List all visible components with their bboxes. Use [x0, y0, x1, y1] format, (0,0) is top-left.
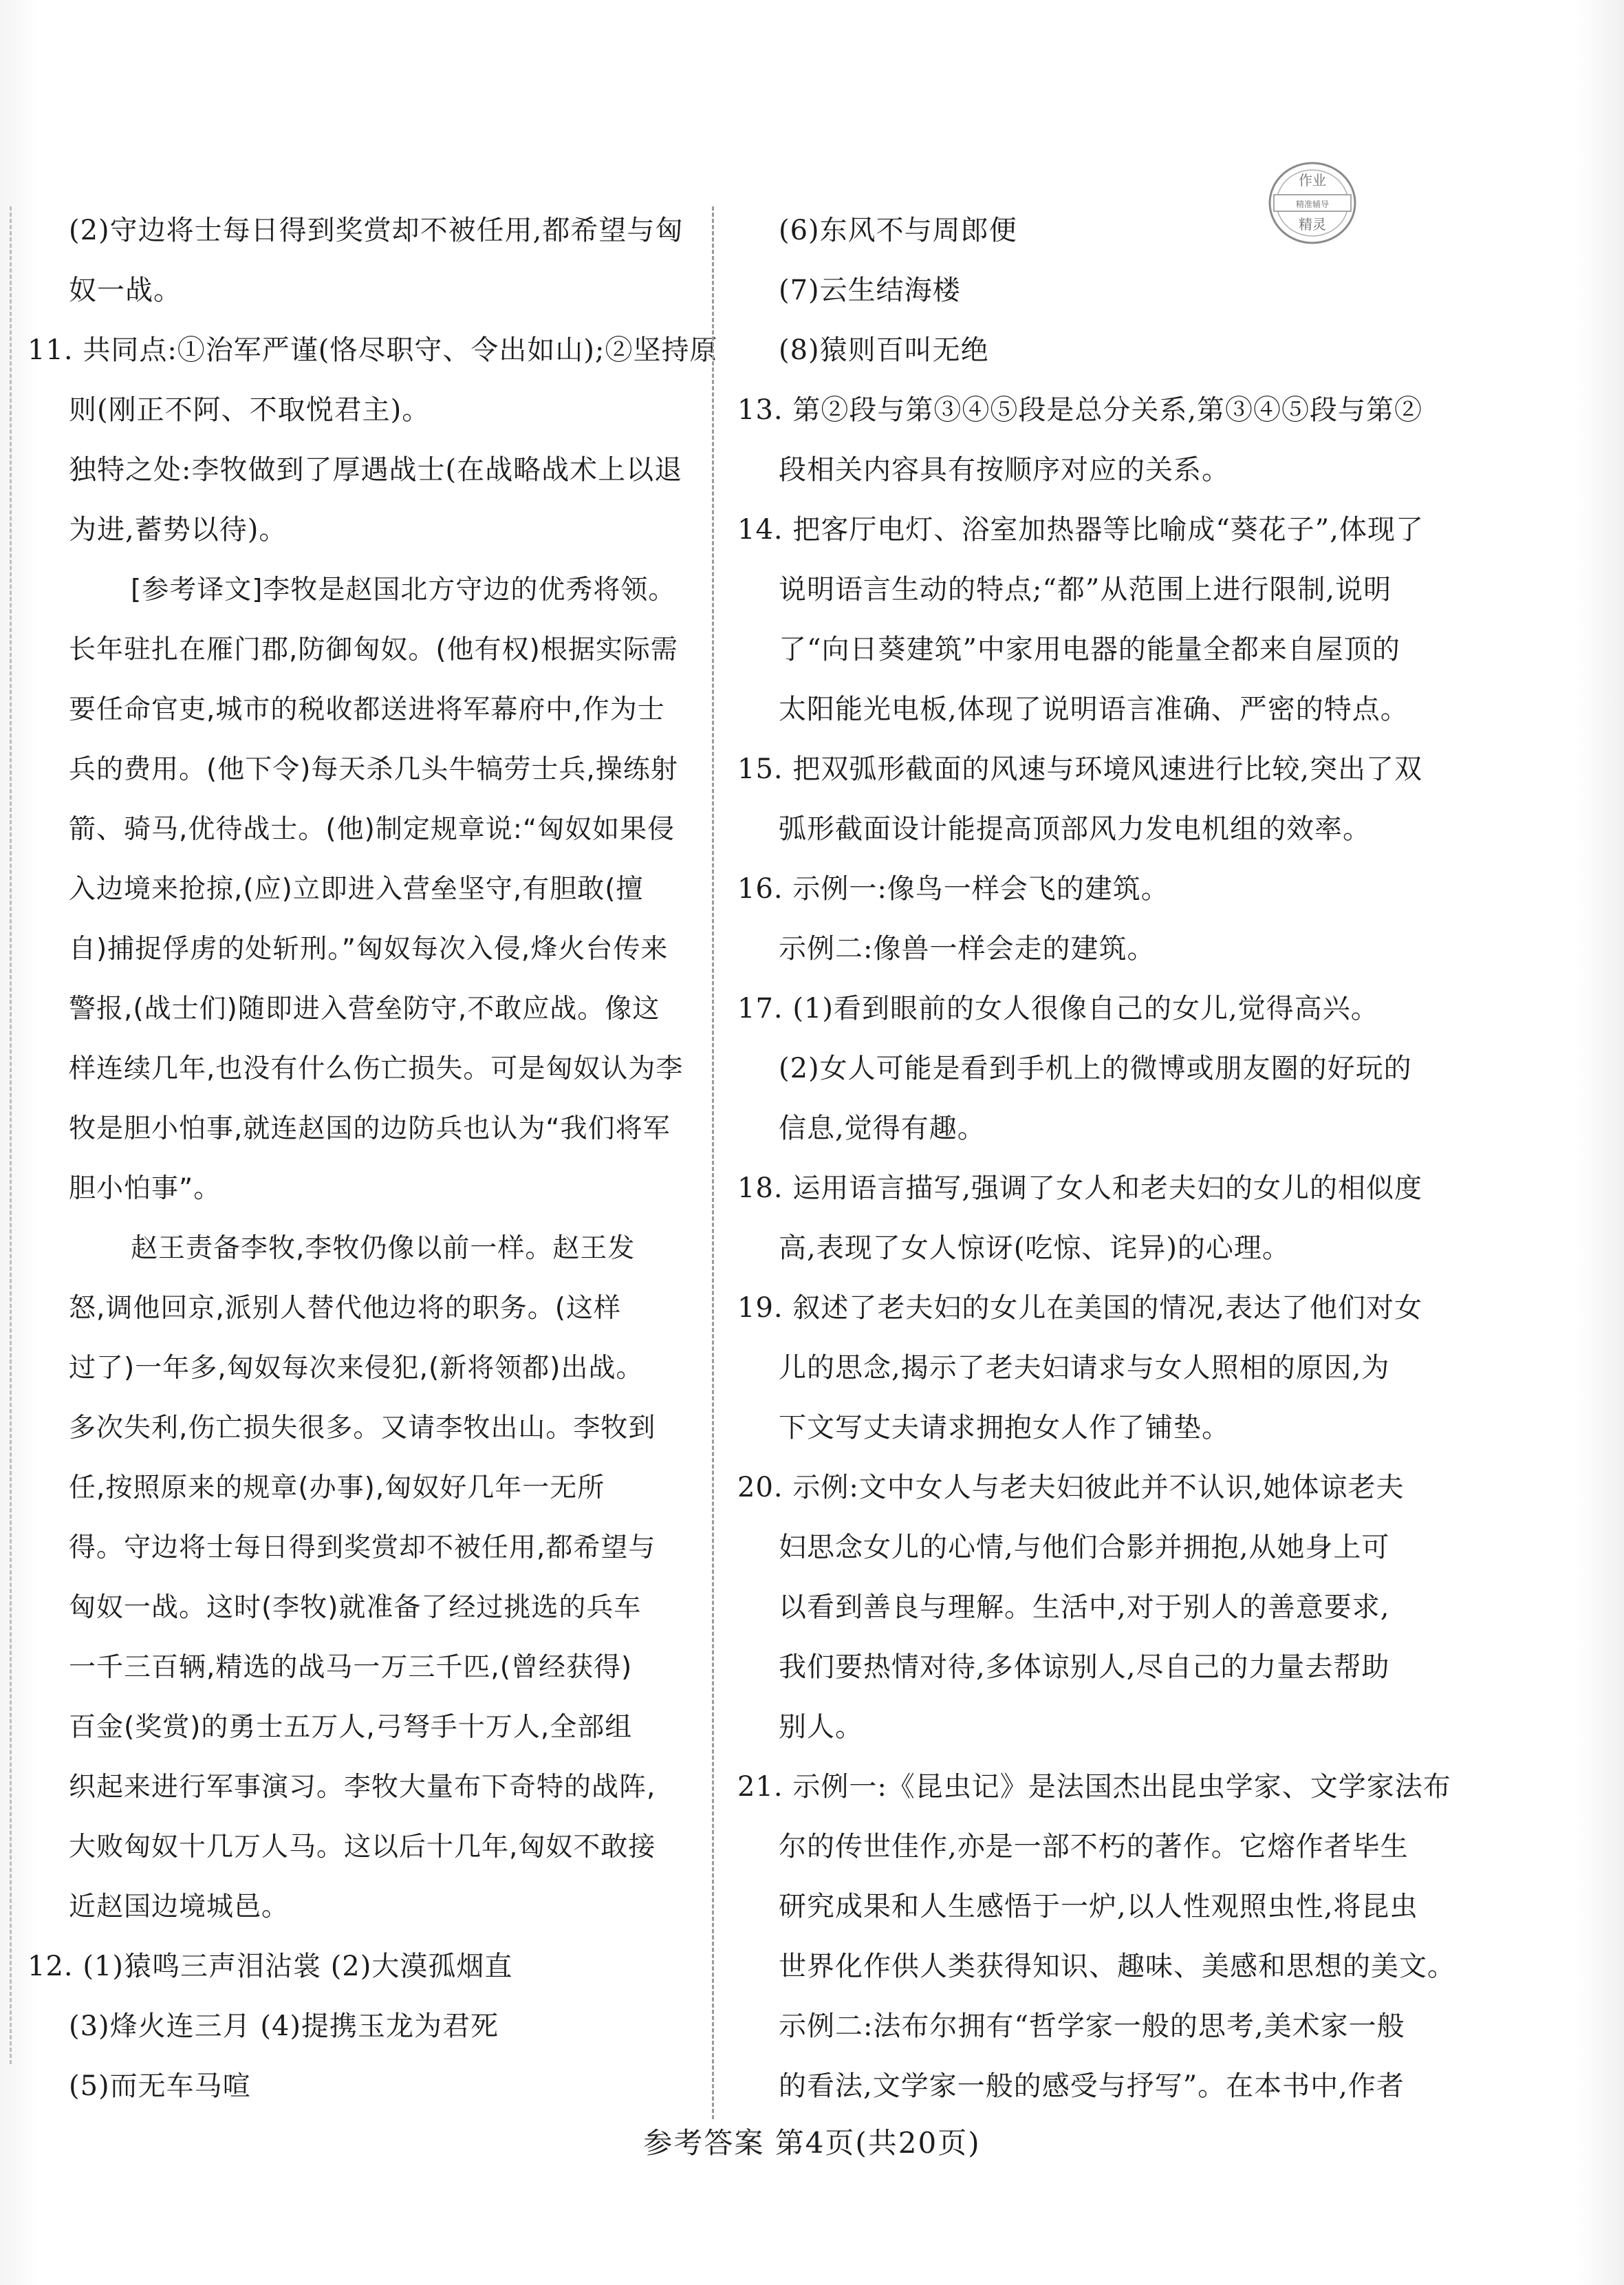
text-line: 为进,蓄势以待)。	[69, 514, 288, 546]
binding-edge-line	[10, 206, 12, 2064]
text-line: 过了)一年多,匈奴每次来侵犯,(新将领都)出战。	[69, 1353, 644, 1384]
text-line: 了“向日葵建筑”中家用电器的能量全都来自屋顶的	[779, 634, 1400, 665]
text-line: 尔的传世佳作,亦是一部不朽的著作。它熔作者毕生	[779, 1831, 1409, 1863]
text-line: 则(刚正不阿、不取悦君主)。	[69, 394, 431, 426]
text-line: 示例二:法布尔拥有“哲学家一般的思考,美术家一般	[779, 2010, 1405, 2042]
text-line: 大败匈奴十几万人马。这以后十几年,匈奴不敢接	[69, 1832, 656, 1863]
text-line: 一千三百辆,精选的战马一万三千匹,(曾经获得)	[69, 1652, 633, 1683]
text-line: 20. 示例:文中女人与老夫妇彼此并不认识,她体谅老夫	[737, 1472, 1405, 1503]
text-line: 16. 示例一:像鸟一样会飞的建筑。	[737, 873, 1169, 905]
text-line: 信息,觉得有趣。	[779, 1113, 986, 1144]
text-line: 研究成果和人生感悟于一炉,以人性观照虫性,将昆虫	[779, 1891, 1418, 1922]
text-line: 12. (1)猿鸣三声泪沾裳 (2)大漠孤烟直	[28, 1951, 513, 1982]
text-line: 箭、骑马,优待战士。(他)制定规章说:“匈奴如果侵	[69, 814, 675, 845]
text-line: (8)猿则百叫无绝	[779, 334, 989, 366]
text-line: 警报,(战士们)随即进入营垒防守,不敢应战。像这	[69, 994, 660, 1025]
text-line: 18. 运用语言描写,强调了女人和老夫妇的女儿的相似度	[737, 1172, 1423, 1204]
text-line: 15. 把双弧形截面的风速与环境风速进行比较,突出了双	[737, 753, 1423, 785]
text-line: 妇思念女儿的心情,与他们合影并拥抱,从她身上可	[779, 1532, 1390, 1563]
text-line: 兵的费用。(他下令)每天杀几头牛犒劳士兵,操练射	[69, 754, 678, 785]
text-line: 入边境来抢掠,(应)立即进入营垒坚守,有胆敢(擅	[69, 874, 644, 905]
text-line: (2)女人可能是看到手机上的微博或朋友圈的好玩的	[779, 1053, 1412, 1084]
text-line: 示例二:像兽一样会走的建筑。	[779, 933, 1156, 965]
text-line: 得。守边将士每日得到奖赏却不被任用,都希望与	[69, 1532, 656, 1563]
stamp-top-text: 作业	[1299, 172, 1326, 189]
text-line: 太阳能光电板,体现了说明语言准确、严密的特点。	[779, 694, 1409, 725]
text-line: 段相关内容具有按顺序对应的关系。	[779, 454, 1230, 486]
text-line: 长年驻扎在雁门郡,防御匈奴。(他有权)根据实际需	[69, 634, 678, 665]
text-line: 下文写丈夫请求拥抱女人作了铺垫。	[779, 1412, 1230, 1444]
text-line: [参考译文]李牧是赵国北方守边的优秀将领。	[131, 575, 676, 605]
right-column	[737, 201, 1455, 2116]
text-line: (7)云生结海楼	[779, 275, 961, 306]
text-line: 我们要热情对待,多体谅别人,尽自己的力量去帮助	[779, 1651, 1390, 1683]
text-line: 别人。	[779, 1711, 863, 1743]
text-line: 多次失利,伤亡损失很多。又请李牧出山。李牧到	[69, 1413, 656, 1444]
stamp-middle-text: 精准辅导	[1295, 200, 1330, 209]
text-line: 样连续几年,也没有什么伤亡损失。可是匈奴认为李	[69, 1053, 684, 1084]
text-line: 以看到善良与理解。生活中,对于别人的善意要求,	[779, 1591, 1390, 1623]
text-line: 百金(奖赏)的勇士五万人,弓弩手十万人,全部组	[69, 1712, 633, 1743]
text-line: 弧形截面设计能提高顶部风力发电机组的效率。	[779, 813, 1371, 845]
text-line: 要任命官吏,城市的税收都送进将军幕府中,作为士	[69, 694, 665, 725]
text-line: 牧是胆小怕事,就连赵国的边防兵也认为“我们将军	[69, 1113, 671, 1144]
text-line: 的看法,文学家一般的感受与抒写”。在本书中,作者	[779, 2070, 1405, 2102]
text-line: 19. 叙述了老夫妇的女儿在美国的情况,表达了他们对女	[737, 1292, 1423, 1324]
text-line: 织起来进行军事演习。李牧大量布下奇特的战阵,	[69, 1772, 656, 1803]
text-line: (3)烽火连三月 (4)提携玉龙为君死	[69, 2010, 499, 2042]
text-line: 赵王责备李牧,李牧仍像以前一样。赵王发	[131, 1233, 636, 1264]
text-line: 奴一战。	[69, 275, 182, 306]
text-line: 13. 第②段与第③④⑤段是总分关系,第③④⑤段与第②	[737, 394, 1423, 426]
text-line: 任,按照原来的规章(办事),匈奴好几年一无所	[69, 1472, 605, 1503]
text-line: 17. (1)看到眼前的女人很像自己的女儿,觉得高兴。	[737, 993, 1379, 1025]
stamp-bottom-text: 精灵	[1299, 216, 1326, 233]
page-footer: 参考答案 第4页(共20页)	[643, 2126, 981, 2160]
text-line: 21. 示例一:《昆虫记》是法国杰出昆虫学家、文学家法布	[737, 1771, 1451, 1803]
text-line: 独特之处:李牧做到了厚遇战士(在战略战术上以退	[69, 454, 683, 486]
text-line: (2)守边将士每日得到奖赏却不被任用,都希望与匈	[69, 215, 684, 246]
text-line: 高,表现了女人惊讶(吃惊、诧异)的心理。	[779, 1232, 1290, 1264]
text-line: 匈奴一战。这时(李牧)就准备了经过挑选的兵车	[69, 1592, 642, 1623]
text-line: 14. 把客厅电灯、浴室加热器等比喻成“葵花子”,体现了	[737, 514, 1424, 546]
column-divider	[712, 206, 714, 2119]
text-line: 胆小怕事”。	[69, 1173, 221, 1204]
text-line: 说明语言生动的特点;“都”从范围上进行限制,说明	[779, 574, 1392, 605]
text-line: 自)捕捉俘虏的处斩刑。”匈奴每次入侵,烽火台传来	[69, 934, 669, 965]
text-line: 世界化作供人类获得知识、趣味、美感和思想的美文。	[779, 1951, 1455, 1982]
text-line: 怒,调他回京,派别人替代他边将的职务。(这样	[69, 1293, 622, 1324]
text-line: (6)东风不与周郎便	[779, 215, 1017, 246]
text-line: 近赵国边境城邑。	[69, 1891, 290, 1922]
text-line: (5)而无车马喧	[69, 2070, 251, 2102]
text-line: 11. 共同点:①治军严谨(恪尽职守、令出如山);②坚持原	[28, 334, 718, 366]
text-line: 儿的思念,揭示了老夫妇请求与女人照相的原因,为	[779, 1352, 1390, 1384]
left-column	[28, 201, 718, 2116]
